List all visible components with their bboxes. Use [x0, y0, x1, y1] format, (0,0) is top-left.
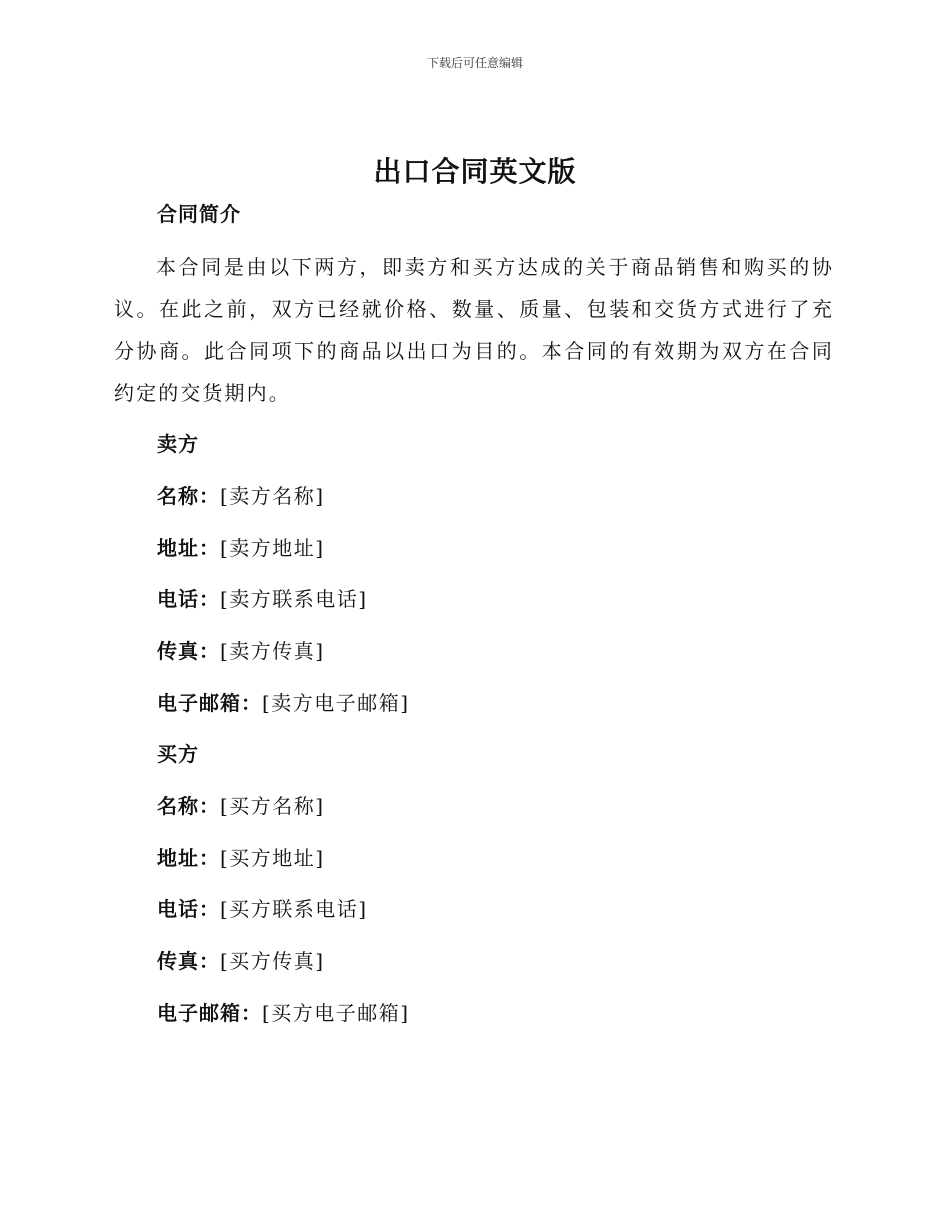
intro-paragraph: 本合同是由以下两方，即卖方和买方达成的关于商品销售和购买的协议。在此之前，双方已经就价格、数量、质量、包装和交货方式进行了充分协商。此合同项下的商品以出口为目的。本合同的有效期为双方在合同约定的交货期内。 [114, 255, 834, 405]
seller-email-label: 电子邮箱： [157, 691, 262, 715]
buyer-address-row [157, 842, 325, 871]
buyer-address-value: [买方地址] [220, 846, 325, 870]
buyer-phone-value: [买方联系电话] [220, 897, 368, 921]
buyer-name-label: 名称： [157, 794, 220, 818]
buyer-phone-row [157, 893, 368, 922]
seller-address-label: 地址： [157, 536, 220, 560]
seller-fax-label: 传真： [157, 639, 220, 663]
buyer-email-row [157, 997, 410, 1026]
buyer-fax-value: [买方传真] [220, 949, 325, 973]
seller-name-row [157, 480, 325, 509]
seller-email-row [157, 687, 410, 716]
buyer-address-label: 地址： [157, 846, 220, 870]
buyer-phone-label: 电话： [157, 897, 220, 921]
buyer-heading: 买方 [157, 742, 199, 766]
intro-heading: 合同简介 [157, 202, 241, 226]
seller-name-value: [卖方名称] [220, 484, 325, 508]
seller-phone-label: 电话： [157, 587, 220, 611]
seller-address-row [157, 532, 325, 561]
buyer-fax-row [157, 945, 325, 974]
buyer-name-value: [买方名称] [220, 794, 325, 818]
buyer-email-value: [买方电子邮箱] [262, 1001, 410, 1025]
seller-address-value: [卖方地址] [220, 536, 325, 560]
seller-heading: 卖方 [157, 432, 199, 456]
seller-fax-value: [卖方传真] [220, 639, 325, 663]
buyer-fax-label: 传真： [157, 949, 220, 973]
header-note: 下载后可任意编辑 [426, 56, 523, 70]
seller-name-label: 名称： [157, 484, 220, 508]
seller-phone-row [157, 583, 368, 612]
buyer-email-label: 电子邮箱： [157, 1001, 262, 1025]
seller-fax-row [157, 635, 325, 664]
seller-phone-value: [卖方联系电话] [220, 587, 368, 611]
buyer-name-row [157, 790, 325, 819]
seller-email-value: [卖方电子邮箱] [262, 691, 410, 715]
document-title: 出口合同英文版 [373, 155, 577, 188]
